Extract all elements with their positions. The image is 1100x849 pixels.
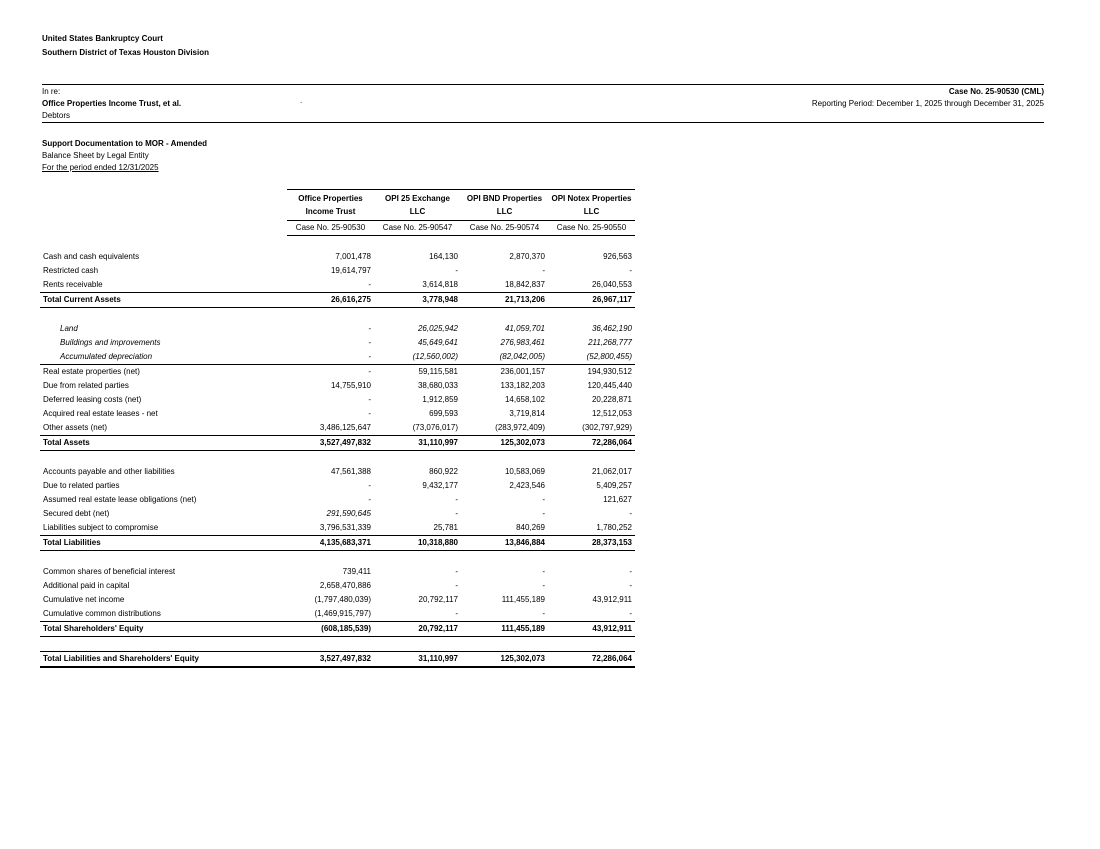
cell-value: (73,076,017) bbox=[412, 423, 458, 432]
row-label: Cash and cash equivalents bbox=[43, 252, 140, 261]
column-header-opit: Office Properties Income Trust bbox=[287, 190, 374, 221]
row-label: Acquired real estate leases - net bbox=[43, 409, 158, 418]
row-label: Real estate properties (net) bbox=[43, 367, 140, 376]
row-label: Land bbox=[60, 324, 78, 333]
in-re-block bbox=[42, 86, 181, 122]
cell-value: 111,455,189 bbox=[461, 622, 548, 637]
row-due-from-related bbox=[40, 379, 635, 393]
cell-value: - bbox=[455, 495, 458, 504]
cell-value: (1,797,480,039) bbox=[314, 595, 371, 604]
cell-value: 14,755,910 bbox=[330, 381, 371, 390]
cell-value: 164,130 bbox=[429, 252, 458, 261]
row-other-assets bbox=[40, 421, 635, 436]
cell-value: 2,658,470,886 bbox=[319, 581, 371, 590]
cell-value: 21,713,206 bbox=[461, 293, 548, 308]
cell-value: 3,527,497,832 bbox=[287, 436, 374, 451]
column-header-opibnd: OPI BND Properties LLC bbox=[461, 190, 548, 221]
cell-value: 111,455,189 bbox=[501, 595, 545, 604]
cell-value: 4,135,683,371 bbox=[287, 536, 374, 551]
cell-value: 133,182,203 bbox=[500, 381, 545, 390]
cell-value: 125,302,073 bbox=[461, 436, 548, 451]
row-additional-paid-in-capital bbox=[40, 579, 635, 593]
debtor-name: Office Properties Income Trust, et al. bbox=[42, 99, 182, 108]
cell-value: 739,411 bbox=[342, 567, 371, 576]
row-label: Rents receivable bbox=[43, 280, 103, 289]
cell-value: - bbox=[542, 495, 545, 504]
row-total-current-assets bbox=[40, 293, 635, 308]
row-total-assets bbox=[40, 436, 635, 451]
cell-value: - bbox=[629, 609, 632, 618]
cell-value: 14,658,102 bbox=[504, 395, 545, 404]
balance-sheet-table bbox=[40, 189, 635, 668]
row-rents-receivable bbox=[40, 278, 635, 293]
cell-value: - bbox=[287, 350, 374, 365]
row-label: Total Current Assets bbox=[40, 293, 287, 308]
cell-value: 3,778,948 bbox=[374, 293, 461, 308]
row-label: Due to related parties bbox=[43, 481, 120, 490]
cell-value: 72,286,064 bbox=[548, 436, 635, 451]
cell-value: (302,797,929) bbox=[582, 423, 632, 432]
cell-value: 20,792,117 bbox=[418, 595, 458, 604]
debtors-label: Debtors bbox=[42, 111, 71, 120]
cell-value: (283,972,409) bbox=[495, 423, 545, 432]
cell-value: 236,001,157 bbox=[500, 367, 545, 376]
court-name: United States Bankruptcy Court bbox=[42, 34, 163, 43]
support-title: Support Documentation to MOR - Amended bbox=[42, 139, 208, 148]
row-cash bbox=[40, 250, 635, 264]
cell-value: - bbox=[629, 266, 632, 275]
cell-value: 3,796,531,339 bbox=[319, 523, 371, 532]
cell-value: (1,469,915,797) bbox=[314, 609, 371, 618]
cell-value: 3,486,125,647 bbox=[319, 423, 371, 432]
support-period: For the period ended 12/31/2025 bbox=[42, 163, 159, 172]
cell-value: 3,719,814 bbox=[509, 409, 545, 418]
cell-value: - bbox=[629, 509, 632, 518]
row-due-to-related bbox=[40, 479, 635, 493]
cell-value: 12,512,053 bbox=[591, 409, 632, 418]
row-accounts-payable bbox=[40, 465, 635, 479]
column-case-opinotex: Case No. 25-90550 bbox=[548, 221, 635, 236]
row-label: Assumed real estate lease obligations (net) bbox=[43, 495, 197, 504]
column-case-opi25: Case No. 25-90547 bbox=[374, 221, 461, 236]
row-cumulative-net-income bbox=[40, 593, 635, 607]
cell-value: 211,268,777 bbox=[588, 338, 632, 347]
cell-value: - bbox=[455, 567, 458, 576]
cell-value: - bbox=[455, 581, 458, 590]
header-bottom-rule bbox=[42, 122, 1044, 123]
row-label: Additional paid in capital bbox=[43, 581, 130, 590]
cell-value: 72,286,064 bbox=[548, 652, 635, 668]
row-label: Total Liabilities and Shareholders' Equity bbox=[40, 652, 287, 668]
cell-value: - bbox=[368, 409, 371, 418]
cell-value: (12,560,002) bbox=[374, 350, 461, 365]
cell-value: 26,040,553 bbox=[591, 280, 632, 289]
cell-value: - bbox=[455, 609, 458, 618]
column-header-opi25: OPI 25 Exchange LLC bbox=[374, 190, 461, 221]
cell-value: 291,590,645 bbox=[326, 509, 371, 518]
row-label: Cumulative common distributions bbox=[43, 609, 161, 618]
cell-value: 860,922 bbox=[429, 467, 458, 476]
row-label: Accounts payable and other liabilities bbox=[43, 467, 175, 476]
cell-value: - bbox=[542, 266, 545, 275]
cell-value: 13,846,884 bbox=[461, 536, 548, 551]
column-case-opibnd: Case No. 25-90574 bbox=[461, 221, 548, 236]
cell-value: 9,432,177 bbox=[422, 481, 458, 490]
row-label: Due from related parties bbox=[43, 381, 129, 390]
cell-value: 41,059,701 bbox=[504, 324, 545, 333]
court-header bbox=[42, 32, 209, 60]
cell-value: - bbox=[542, 581, 545, 590]
row-total-shareholders-equity bbox=[40, 622, 635, 637]
cell-value: 36,462,190 bbox=[591, 324, 632, 333]
row-label: Cumulative net income bbox=[43, 595, 125, 604]
cell-value: 2,870,370 bbox=[509, 252, 545, 261]
row-label: Total Assets bbox=[40, 436, 287, 451]
cell-value: 2,423,546 bbox=[509, 481, 545, 490]
stray-dot: . bbox=[300, 96, 303, 105]
cell-value: 45,649,641 bbox=[417, 338, 458, 347]
row-label: Accumulated depreciation bbox=[40, 350, 287, 365]
cell-value: - bbox=[368, 395, 371, 404]
cell-value: 47,561,388 bbox=[330, 467, 371, 476]
reporting-period: Reporting Period: December 1, 2025 through December 31, 2025 bbox=[811, 99, 1044, 108]
cell-value: - bbox=[368, 495, 371, 504]
cell-value: 699,593 bbox=[429, 409, 458, 418]
header-top-rule bbox=[42, 84, 1044, 85]
cell-value: 276,983,461 bbox=[500, 338, 545, 347]
row-assumed-lease-obligations bbox=[40, 493, 635, 507]
cell-value: 28,373,153 bbox=[548, 536, 635, 551]
column-case-opit: Case No. 25-90530 bbox=[287, 221, 374, 236]
row-real-estate-net bbox=[40, 365, 635, 380]
cell-value: 19,614,797 bbox=[330, 266, 371, 275]
case-number: Case No. 25-90530 (CML) bbox=[948, 87, 1044, 96]
row-total-liabilities-and-equity bbox=[40, 652, 635, 668]
cell-value: 3,527,497,832 bbox=[287, 652, 374, 668]
cell-value: 59,115,581 bbox=[418, 367, 458, 376]
cell-value: 10,583,069 bbox=[504, 467, 545, 476]
cell-value: 20,228,871 bbox=[591, 395, 632, 404]
cell-value: 926,563 bbox=[603, 252, 632, 261]
row-label: Deferred leasing costs (net) bbox=[43, 395, 142, 404]
cell-value: 25,781 bbox=[433, 523, 458, 532]
cell-value: 21,062,017 bbox=[591, 467, 632, 476]
row-cumulative-distributions bbox=[40, 607, 635, 622]
row-label: Total Liabilities bbox=[40, 536, 287, 551]
row-label: Total Shareholders' Equity bbox=[40, 622, 287, 637]
cell-value: 43,912,911 bbox=[548, 622, 635, 637]
cell-value: 120,445,440 bbox=[587, 381, 632, 390]
row-label: Buildings and improvements bbox=[60, 338, 161, 347]
cell-value: 31,110,997 bbox=[374, 436, 461, 451]
cell-value: 121,627 bbox=[603, 495, 632, 504]
cell-value: - bbox=[629, 581, 632, 590]
column-header-opinotex: OPI Notex Properties LLC bbox=[548, 190, 635, 221]
row-secured-debt bbox=[40, 507, 635, 521]
row-total-liabilities bbox=[40, 536, 635, 551]
cell-value: 194,930,512 bbox=[587, 367, 632, 376]
cell-value: 10,318,880 bbox=[374, 536, 461, 551]
support-block bbox=[42, 138, 207, 174]
cell-value: 26,967,117 bbox=[548, 293, 635, 308]
cell-value: 3,614,818 bbox=[422, 280, 458, 289]
cell-value: 5,409,257 bbox=[596, 481, 632, 490]
cell-value: 7,001,478 bbox=[335, 252, 371, 261]
cell-value: - bbox=[368, 338, 371, 347]
cell-value: 1,780,252 bbox=[596, 523, 632, 532]
row-liabilities-subject-to-compromise bbox=[40, 521, 635, 536]
cell-value: - bbox=[368, 324, 371, 333]
row-label: Other assets (net) bbox=[43, 423, 108, 432]
cell-value: (608,185,539) bbox=[287, 622, 374, 637]
cell-value: 43,912,911 bbox=[592, 595, 632, 604]
row-buildings bbox=[40, 336, 635, 350]
cell-value: - bbox=[368, 367, 371, 376]
case-info bbox=[812, 86, 1044, 110]
cell-value: (82,042,005) bbox=[461, 350, 548, 365]
cell-value: - bbox=[542, 609, 545, 618]
cell-value: 20,792,117 bbox=[374, 622, 461, 637]
row-land bbox=[40, 322, 635, 336]
cell-value: 26,616,275 bbox=[287, 293, 374, 308]
cell-value: - bbox=[368, 481, 371, 490]
row-label: Common shares of beneficial interest bbox=[43, 567, 176, 576]
cell-value: (52,800,455) bbox=[548, 350, 635, 365]
cell-value: - bbox=[455, 509, 458, 518]
court-district: Southern District of Texas Houston Division bbox=[42, 48, 209, 57]
row-restricted-cash bbox=[40, 264, 635, 278]
row-label: Secured debt (net) bbox=[43, 509, 110, 518]
cell-value: - bbox=[368, 280, 371, 289]
case-number-row bbox=[40, 221, 635, 236]
cell-value: - bbox=[542, 567, 545, 576]
cell-value: 38,680,033 bbox=[417, 381, 458, 390]
support-subtitle: Balance Sheet by Legal Entity bbox=[42, 151, 149, 160]
cell-value: 840,269 bbox=[516, 523, 545, 532]
cell-value: - bbox=[629, 567, 632, 576]
row-label: Restricted cash bbox=[43, 266, 99, 275]
cell-value: - bbox=[542, 509, 545, 518]
in-re-label: In re: bbox=[42, 87, 61, 96]
cell-value: - bbox=[455, 266, 458, 275]
cell-value: 18,842,837 bbox=[504, 280, 545, 289]
cell-value: 31,110,997 bbox=[374, 652, 461, 668]
cell-value: 1,912,859 bbox=[422, 395, 458, 404]
row-deferred-leasing bbox=[40, 393, 635, 407]
row-label: Liabilities subject to compromise bbox=[43, 523, 159, 532]
cell-value: 26,025,942 bbox=[417, 324, 458, 333]
column-header-row bbox=[40, 190, 635, 221]
row-acquired-leases bbox=[40, 407, 635, 421]
cell-value: 125,302,073 bbox=[461, 652, 548, 668]
row-common-shares bbox=[40, 565, 635, 579]
row-accumulated-depreciation bbox=[40, 350, 635, 365]
